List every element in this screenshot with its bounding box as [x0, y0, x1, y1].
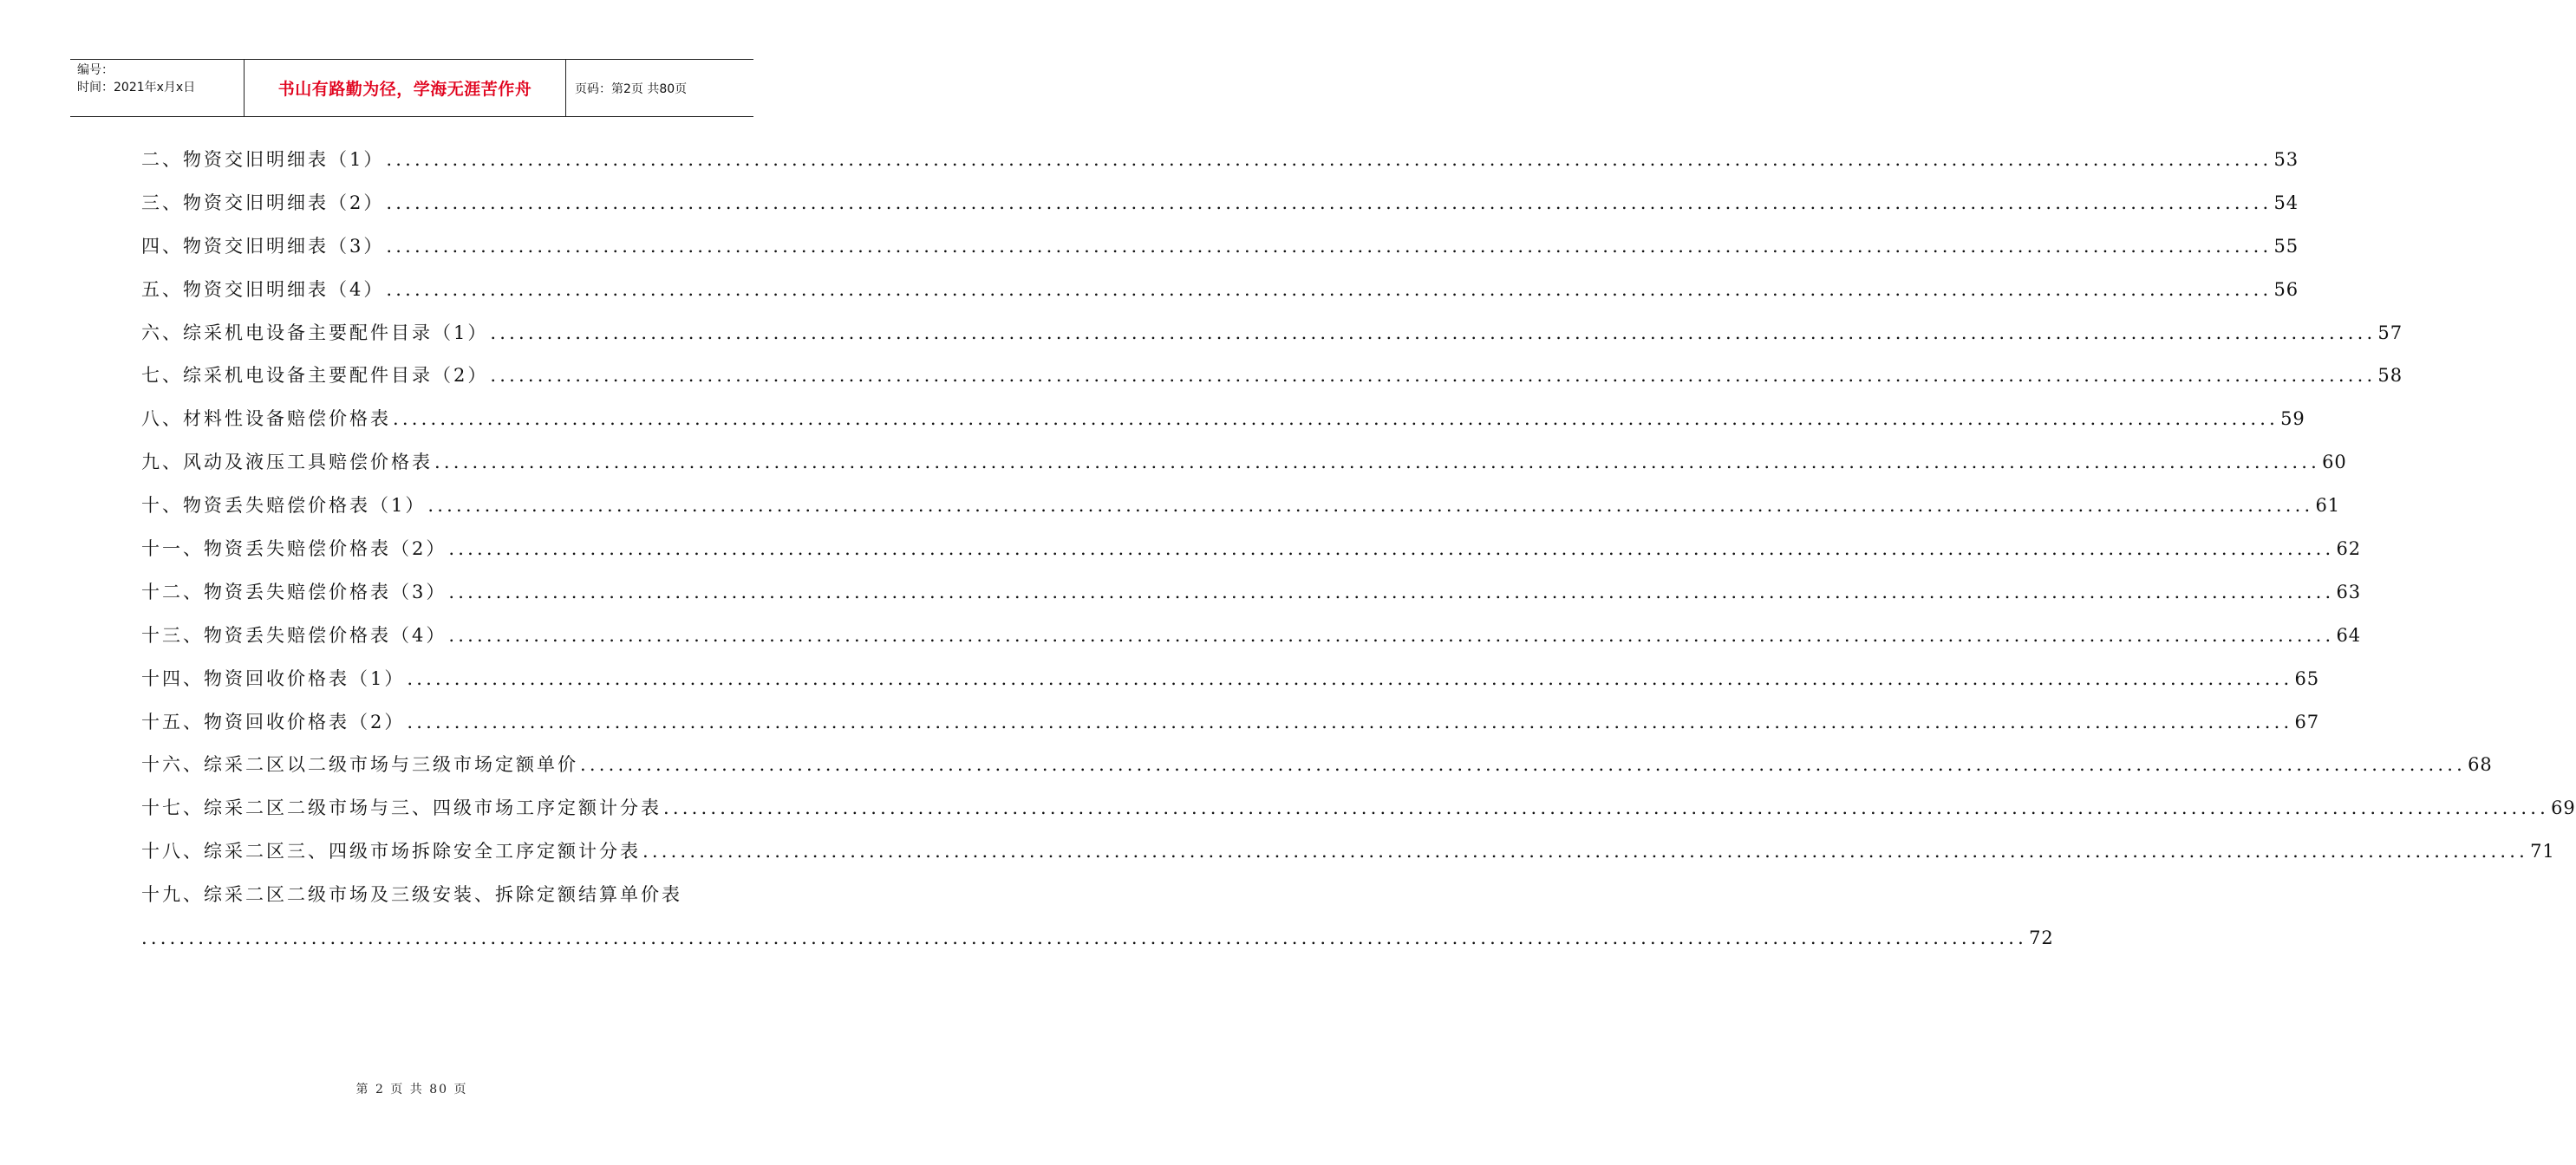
toc-dot-leader: ........................................................................................................................................................................................................: [386, 192, 2273, 213]
toc-entry-title: 十六、综采二区以二级市场与三级市场定额单价: [141, 754, 578, 776]
table-of-contents: [141, 139, 2576, 960]
toc-entry-title: 十四、物资回收价格表（1）: [141, 667, 406, 689]
toc-entry[interactable]: [141, 398, 2305, 441]
toc-entry[interactable]: [141, 658, 2320, 701]
toc-dot-leader: ........................................................................................................................................................................................................: [663, 797, 2550, 819]
toc-dot-leader: ........................................................................................................................................................................................................: [386, 149, 2273, 170]
toc-dot-leader: ........................................................................................................................................................................................................: [386, 235, 2273, 257]
toc-entry-page: 68: [2468, 754, 2493, 776]
toc-dot-leader: ........................................................................................................................................................................................................: [141, 927, 2028, 949]
toc-entry[interactable]: [141, 701, 2320, 745]
toc-dot-leader: ........................................................................................................................................................................................................: [448, 581, 2335, 602]
toc-entry-page: 63: [2336, 581, 2362, 602]
toc-entry-page: 59: [2280, 408, 2305, 430]
toc-entry-title: 七、综采机电设备主要配件目录（2）: [141, 365, 489, 387]
toc-entry-page: 53: [2273, 149, 2299, 170]
toc-entry-title: 九、风动及液压工具赔偿价格表: [141, 452, 433, 473]
toc-entry-page: 56: [2273, 278, 2299, 300]
toc-entry-page: 60: [2322, 452, 2347, 473]
toc-entry-title: 六、综采机电设备主要配件目录（1）: [141, 322, 489, 343]
toc-entry[interactable]: [141, 615, 2362, 658]
toc-entry[interactable]: [141, 744, 2493, 787]
document-time: 时间：2021年x月x日: [77, 81, 196, 94]
toc-entry[interactable]: [141, 312, 2403, 355]
toc-entry-title: 十三、物资丢失赔偿价格表（4）: [141, 624, 447, 646]
toc-dot-leader: ........................................................................................................................................................................................................: [407, 667, 2293, 689]
header-meta: [70, 60, 244, 116]
toc-entry-page: 69: [2551, 797, 2576, 819]
header-motto: 书山有路勤为径，学海无涯苦作舟: [244, 60, 566, 116]
page-footer: 第 2 页 共 80 页: [355, 1083, 468, 1097]
toc-entry-title: 八、材料性设备赔偿价格表: [141, 408, 391, 430]
toc-entry[interactable]: [141, 528, 2362, 571]
toc-dot-leader: ........................................................................................................................................................................................................: [490, 365, 2377, 387]
toc-entry-page: 65: [2294, 667, 2320, 689]
toc-entry[interactable]: [141, 182, 2299, 225]
toc-dot-leader: ........................................................................................................................................................................................................: [427, 495, 2314, 517]
toc-entry-page: 54: [2273, 192, 2299, 213]
toc-entry[interactable]: [141, 830, 2555, 874]
header-page-info: 页码：第2页 共80页: [575, 81, 688, 96]
toc-entry-title: 三、物资交旧明细表（2）: [141, 192, 385, 213]
toc-dot-leader: ........................................................................................................................................................................................................: [386, 278, 2273, 300]
toc-entry-title: 十、物资丢失赔偿价格表（1）: [141, 495, 427, 517]
toc-entry[interactable]: [141, 269, 2299, 312]
toc-entry-title: 四、物资交旧明细表（3）: [141, 235, 385, 257]
toc-entry-page: 67: [2294, 711, 2320, 732]
toc-entry-page: 57: [2377, 322, 2403, 343]
toc-entry-title: 十八、综采二区三、四级市场拆除安全工序定额计分表: [141, 841, 641, 862]
toc-entry-page: 71: [2530, 841, 2555, 862]
toc-entry-title: 十二、物资丢失赔偿价格表（3）: [141, 581, 447, 602]
toc-entry-title: 十五、物资回收价格表（2）: [141, 711, 406, 732]
toc-dot-leader: ........................................................................................................................................................................................................: [490, 322, 2377, 343]
toc-entry-title: 十一、物资丢失赔偿价格表（2）: [141, 538, 447, 560]
toc-entry-title: 二、物资交旧明细表（1）: [141, 149, 385, 170]
toc-entry[interactable]: [141, 225, 2299, 269]
toc-dot-leader: ........................................................................................................................................................................................................: [642, 841, 2529, 862]
toc-dot-leader: ........................................................................................................................................................................................................: [448, 538, 2335, 560]
toc-entry-page: 61: [2315, 495, 2341, 517]
toc-entry[interactable]: [141, 787, 2576, 830]
toc-dot-leader: ........................................................................................................................................................................................................: [448, 624, 2335, 646]
toc-entry-title: 十七、综采二区二级市场与三、四级市场工序定额计分表: [141, 797, 662, 819]
toc-entry[interactable]: [141, 571, 2362, 615]
toc-dot-leader: ........................................................................................................................................................................................................: [580, 754, 2467, 776]
toc-entry[interactable]: [141, 441, 2347, 485]
toc-entry-page: 62: [2336, 538, 2362, 560]
toc-dot-leader: ........................................................................................................................................................................................................: [393, 408, 2279, 430]
toc-entry[interactable]: [141, 874, 760, 917]
toc-entry[interactable]: [141, 485, 2341, 528]
toc-entry[interactable]: [141, 139, 2299, 182]
toc-entry[interactable]: [141, 355, 2403, 398]
page-header: [70, 59, 753, 117]
toc-entry-page: 55: [2273, 235, 2299, 257]
toc-entry-title: 十九、综采二区二级市场及三级安装、拆除定额结算单价表: [141, 884, 682, 906]
toc-entry-page: 72: [2029, 927, 2054, 949]
toc-dot-leader: ........................................................................................................................................................................................................: [434, 452, 2321, 473]
document-number-label: 编号：: [77, 63, 114, 77]
toc-dot-leader: ........................................................................................................................................................................................................: [407, 711, 2293, 732]
toc-entry-page: 58: [2377, 365, 2403, 387]
toc-entry-page: 64: [2336, 624, 2362, 646]
toc-entry-continuation[interactable]: [141, 917, 2054, 960]
toc-entry-title: 五、物资交旧明细表（4）: [141, 278, 385, 300]
